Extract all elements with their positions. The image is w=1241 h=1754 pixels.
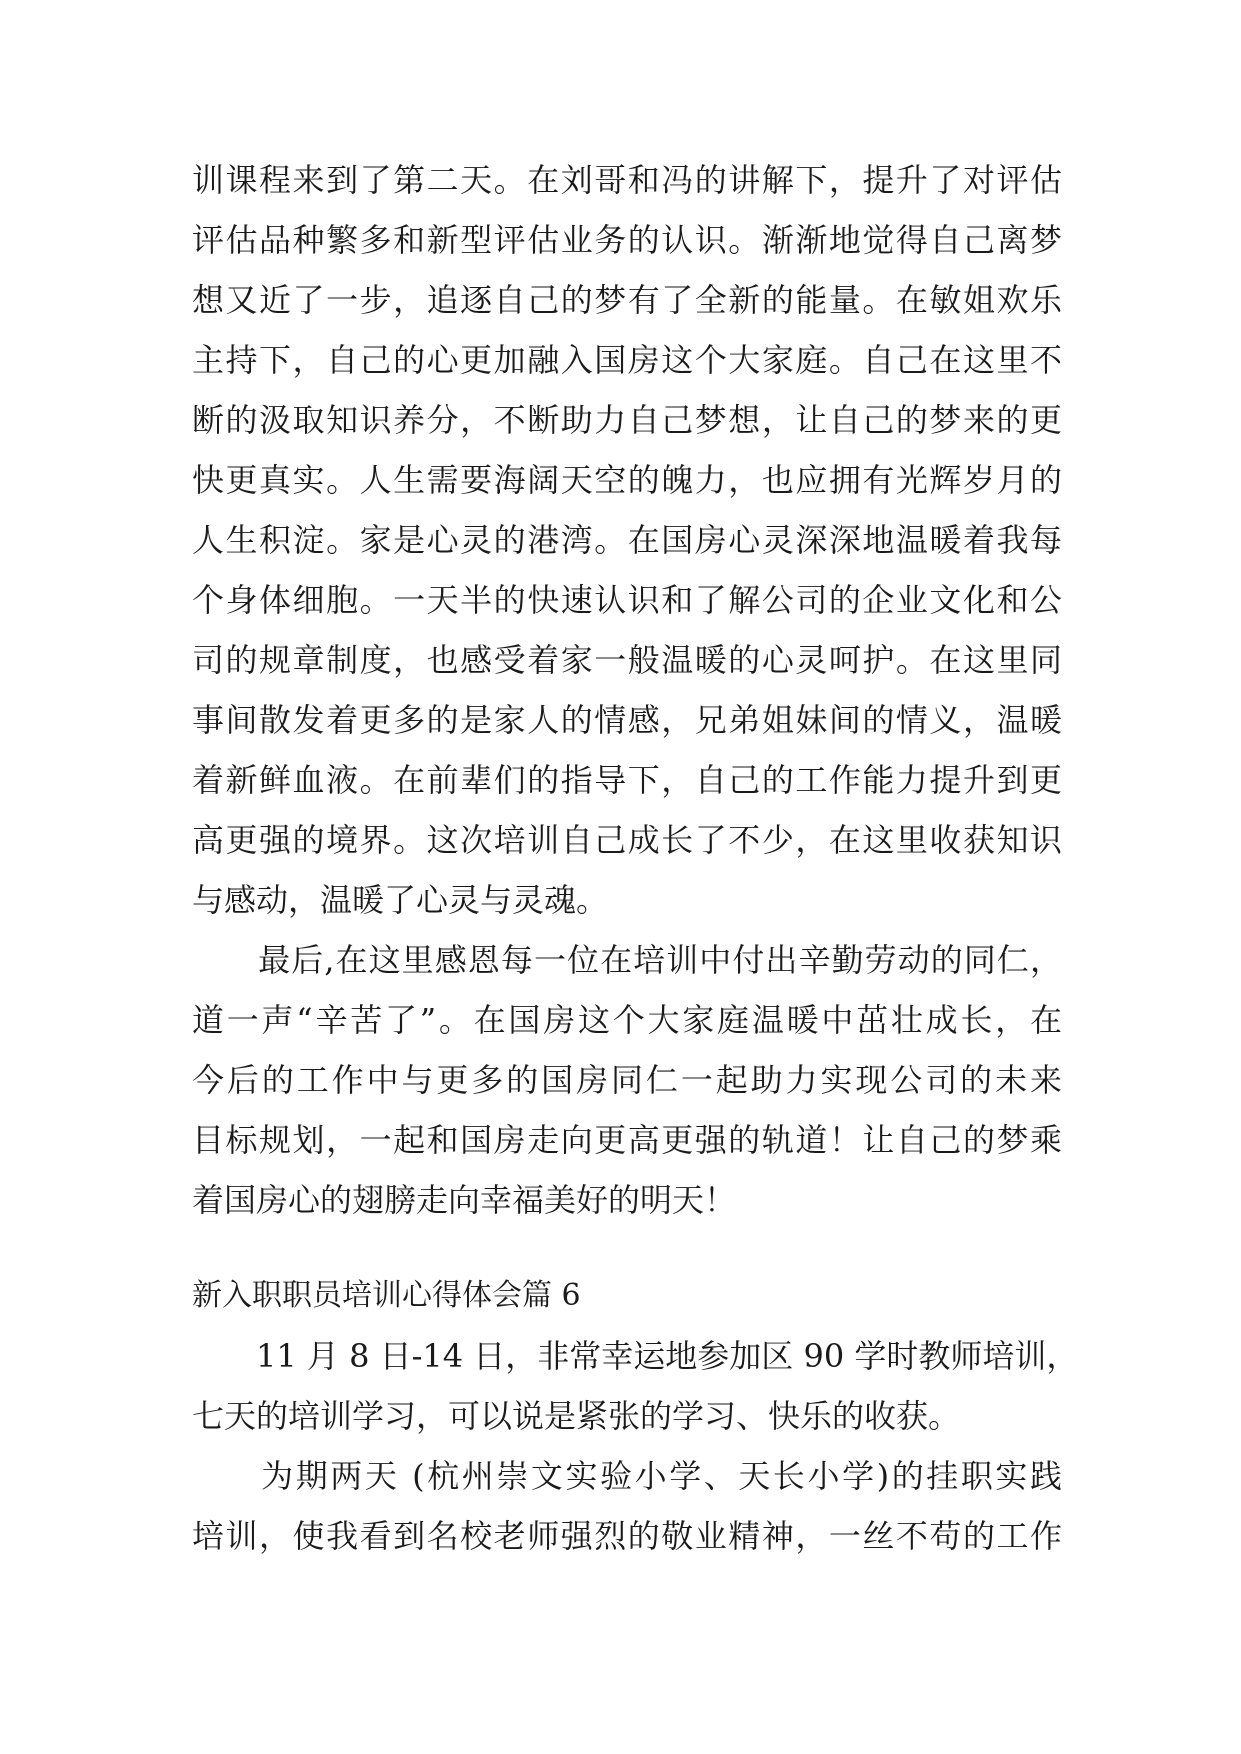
text-line: 11 月 8 日-14 日，非常幸运地参加区 90 学时教师培训， [192, 1337, 1079, 1375]
text-line: 司的规章制度，也感受着家一般温暖的心灵呵护。在这里同 [192, 641, 1062, 679]
text-line: 培训，使我看到名校老师强烈的敬业精神，一丝不苟的工作 [192, 1517, 1062, 1555]
paragraph-training-course [192, 150, 1062, 930]
text-line: 今后的工作中与更多的国房同仁一起助力实现公司的未来 [192, 1061, 1062, 1099]
text-line: 个身体细胞。一天半的快速认识和了解公司的企业文化和公 [192, 581, 1062, 619]
text-line: 与感动，温暖了心灵与灵魂。 [192, 881, 609, 919]
text-line: 评估品种繁多和新型评估业务的认识。渐渐地觉得自己离梦 [192, 221, 1062, 259]
text-line: 想又近了一步，追逐自己的梦有了全新的能量。在敏姐欢乐 [192, 281, 1062, 319]
text-line: 着新鲜血液。在前辈们的指导下，自己的工作能力提升到更 [192, 761, 1062, 799]
text-line: 着国房心的翅膀走向幸福美好的明天！ [192, 1181, 737, 1219]
paragraph-practice [192, 1446, 1062, 1566]
text-line: 快更真实。人生需要海阔天空的魄力，也应拥有光辉岁月的 [192, 461, 1062, 499]
paragraph-teacher-training [192, 1326, 1079, 1446]
section-heading: 新入职职员培训心得体会篇 6 [192, 1278, 581, 1313]
text-line: 道一声“辛苦了”。在国房这个大家庭温暖中茁壮成长，在 [192, 1001, 1062, 1039]
text-line: 断的汲取知识养分，不断助力自己梦想，让自己的梦来的更 [192, 401, 1062, 439]
text-line: 七天的培训学习，可以说是紧张的学习、快乐的收获。 [192, 1397, 961, 1435]
text-line: 人生积淀。家是心灵的港湾。在国房心灵深深地温暖着我每 [192, 521, 1062, 559]
text-line: 主持下，自己的心更加融入国房这个大家庭。自己在这里不 [192, 341, 1062, 379]
text-line: 目标规划，一起和国房走向更高更强的轨道！让自己的梦乘 [192, 1121, 1062, 1159]
text-line: 为期两天 (杭州崇文实验小学、天长小学)的挂职实践 [192, 1457, 1062, 1495]
paragraph-gratitude [192, 930, 1062, 1230]
text-line: 高更强的境界。这次培训自己成长了不少，在这里收获知识 [192, 821, 1062, 859]
text-line: 最后,在这里感恩每一位在培训中付出辛勤劳动的同仁， [192, 941, 1062, 979]
text-line: 训课程来到了第二天。在刘哥和冯的讲解下，提升了对评估 [192, 161, 1062, 199]
text-line: 事间散发着更多的是家人的情感，兄弟姐妹间的情义，温暖 [192, 701, 1062, 739]
